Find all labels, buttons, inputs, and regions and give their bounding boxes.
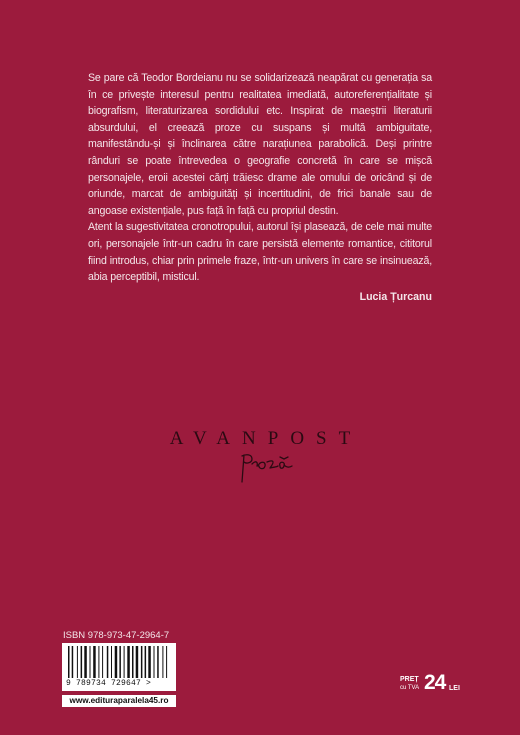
collection-name: AVANPOST — [169, 428, 363, 449]
price-label: PREȚ — [400, 676, 419, 683]
barcode-bars — [66, 646, 172, 678]
series-signature-logo — [236, 448, 296, 488]
price-currency: LEI — [449, 685, 460, 692]
publisher-website: www.edituraparalela45.ro — [62, 695, 176, 707]
price-vat-note: cu TVA — [400, 685, 420, 691]
isbn-label: ISBN 978-973-47-2964-7 — [63, 630, 170, 641]
blurb-author: Lucia Țurcanu — [359, 291, 432, 303]
barcode-digits: 9 789734 729647 > — [66, 679, 152, 688]
barcode — [62, 643, 176, 691]
price-value: 24 — [424, 671, 446, 694]
proza-signature-icon — [236, 448, 296, 488]
blurb-paragraph-1: Se pare că Teodor Bordeianu nu se solidarizează neapărat cu generația sa în ce privește interesul pentru realitatea imediată, autoreferențialitate și biografism, literaturizarea sordidului etc. Inspirat de maeștrii literaturii absurdului, el creează proze cu suspans și multă ambiguitate, manifestându-și și înclinarea către narațiunea parabolică. Deși printre rânduri se poate întrevedea o geografie concretă în care se mișcă personajele, eroii acestei cărți trăiesc drame ale omului de oricând și de oriunde, marcat de ambiguități și incertitudini, de frici banale sau de angoase existențiale, pus față în față cu propriul destin. — [88, 72, 432, 217]
back-cover-blurb — [88, 70, 432, 286]
blurb-paragraph-2: Atent la sugestivitatea cronotropului, autorul își plasează, de cele mai multe ori, personajele într-un cadru în care persistă elemente romantice, cititorul fiind introdus, chiar prin primele fraze, într-un univers în care se insinuează, abia perceptibil, misticul. — [88, 221, 432, 284]
